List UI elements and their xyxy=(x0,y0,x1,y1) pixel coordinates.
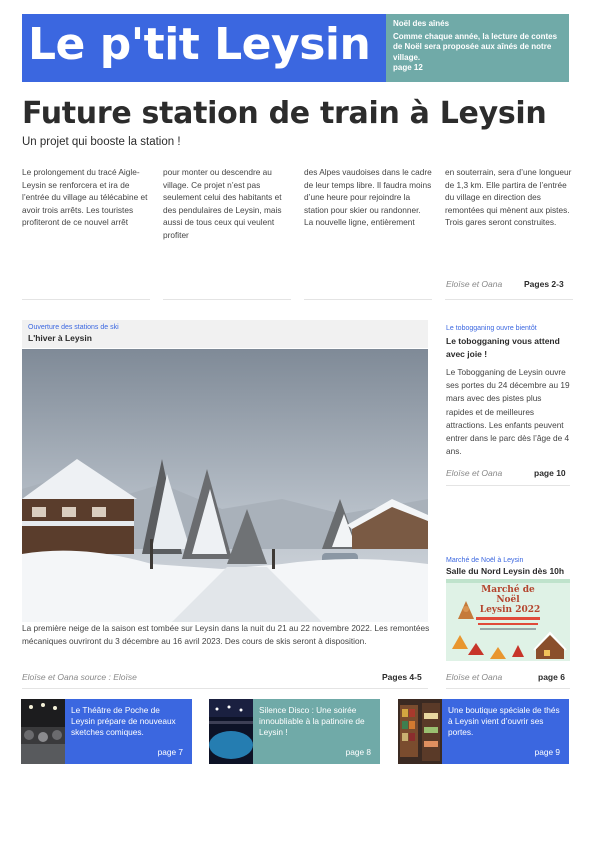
theatre-thumbnail xyxy=(21,699,65,764)
lead-headline: Future station de train à Leysin xyxy=(22,96,547,131)
feature-pages[interactable]: Pages 4-5 xyxy=(382,672,422,682)
tobogganing-body: Le Tobogganing de Leysin ouvre ses portes du 24 décembre au 19 mars avec des pistes plus rapides et de meilleures attractions. Les enfants peuvent entrer dans le parc dès l’âge de 4 ans. xyxy=(446,367,570,457)
divider xyxy=(22,688,428,689)
tea-shop-teaser-page: page 9 xyxy=(534,747,560,757)
theatre-teaser-box xyxy=(65,699,192,764)
tobogganing-kicker: Le tobogganing ouvre bientôt xyxy=(446,325,537,332)
feature-byline: Eloïse et Oana source : Eloïse xyxy=(22,672,137,682)
divider xyxy=(445,299,573,300)
lead-column-1: Le prolongement du tracé Aigle-Leysin se renforcera et ira de l’entrée du village au télécabine et avoir trois arrêts. Les touristes profiteront de ce nouvel arrêt xyxy=(22,167,148,227)
divider xyxy=(446,485,570,486)
feature-kicker: Ouverture des stations de ski xyxy=(28,324,119,331)
market-page[interactable]: page 6 xyxy=(538,672,565,682)
masthead xyxy=(22,14,386,82)
tobogganing-byline: Eloïse et Oana xyxy=(446,468,503,478)
tea-shop-thumbnail xyxy=(398,699,442,764)
feature-header xyxy=(22,320,428,348)
top-teaser[interactable] xyxy=(386,14,569,82)
market-byline: Eloïse et Oana xyxy=(446,672,503,682)
divider xyxy=(22,299,150,300)
market-title: Salle du Nord Leysin dès 10h xyxy=(446,566,565,576)
tobogganing-page[interactable]: page 10 xyxy=(534,468,566,478)
top-teaser-text: Comme chaque année, la lecture de contes de Noël sera proposée aux aînés de notre village. xyxy=(393,32,558,62)
snow-village-photo xyxy=(22,349,428,622)
lead-column-3: des Alpes vaudoises dans le cadre de leur temps libre. Il faudra moins d’une heure pour rejoindre la station pour skier ou randonner. La nouvelle ligne, entièrement xyxy=(304,167,432,227)
lead-subhead: Un projet qui booste la station ! xyxy=(22,136,181,148)
lead-byline: Eloïse et Oana xyxy=(446,279,503,289)
theatre-teaser-text: Le Théâtre de Poche de Leysin prépare de nouveaux sketches comiques. xyxy=(71,705,176,737)
masthead-title: Le p'tit Leysin xyxy=(28,19,371,70)
divider xyxy=(163,299,291,300)
silence-disco-teaser-box xyxy=(253,699,380,764)
divider xyxy=(446,688,570,689)
poster-title-line-3: Leysin 2022 xyxy=(479,605,541,615)
lead-pages[interactable]: Pages 2-3 xyxy=(524,279,564,289)
lead-column-4: en souterrain, sera d’une longueur de 1,3 km. Elle partira de l’entrée du village en direction des remontées qui mènent aux pistes. Trois gares seront construites. xyxy=(445,167,572,227)
christmas-market-poster xyxy=(446,579,570,661)
feature-caption: La première neige de la saison est tombée sur Leysin dans la nuit du 21 au 22 novembre 2022. Les remontées mécaniques ouvriront du 3 décembre au 16 avril 2023. Des cours de skis seront à disposition. xyxy=(22,623,430,646)
tobogganing-title: Le tobogganing vous attend avec joie ! xyxy=(446,336,560,359)
silence-disco-teaser-page: page 8 xyxy=(345,747,371,757)
top-teaser-page: page 12 xyxy=(393,62,423,72)
lead-column-2: pour monter ou descendre au village. Ce projet n’est pas seulement celui des habitants et des pendulaires de Leysin, mais aussi de tous ceux qui veulent profiter xyxy=(163,167,282,240)
tea-shop-teaser-text: Une boutique spéciale de thés à Leysin vient d’ouvrir ses portes. xyxy=(448,705,560,737)
feature-title: L'hiver à Leysin xyxy=(28,333,92,343)
poster-title-line-2: Noël xyxy=(496,595,520,605)
divider xyxy=(304,299,432,300)
market-kicker: Marché de Noël à Leysin xyxy=(446,557,524,564)
ice-rink-thumbnail xyxy=(209,699,253,764)
tea-shop-teaser-box xyxy=(442,699,569,764)
poster-title-line-1: Marché de xyxy=(481,585,535,595)
top-teaser-kicker: Noël des aînés xyxy=(393,19,450,28)
theatre-teaser-page: page 7 xyxy=(157,747,183,757)
silence-disco-teaser-text: Silence Disco : Une soirée innoubliable à la patinoire de Leysin ! xyxy=(259,705,365,737)
